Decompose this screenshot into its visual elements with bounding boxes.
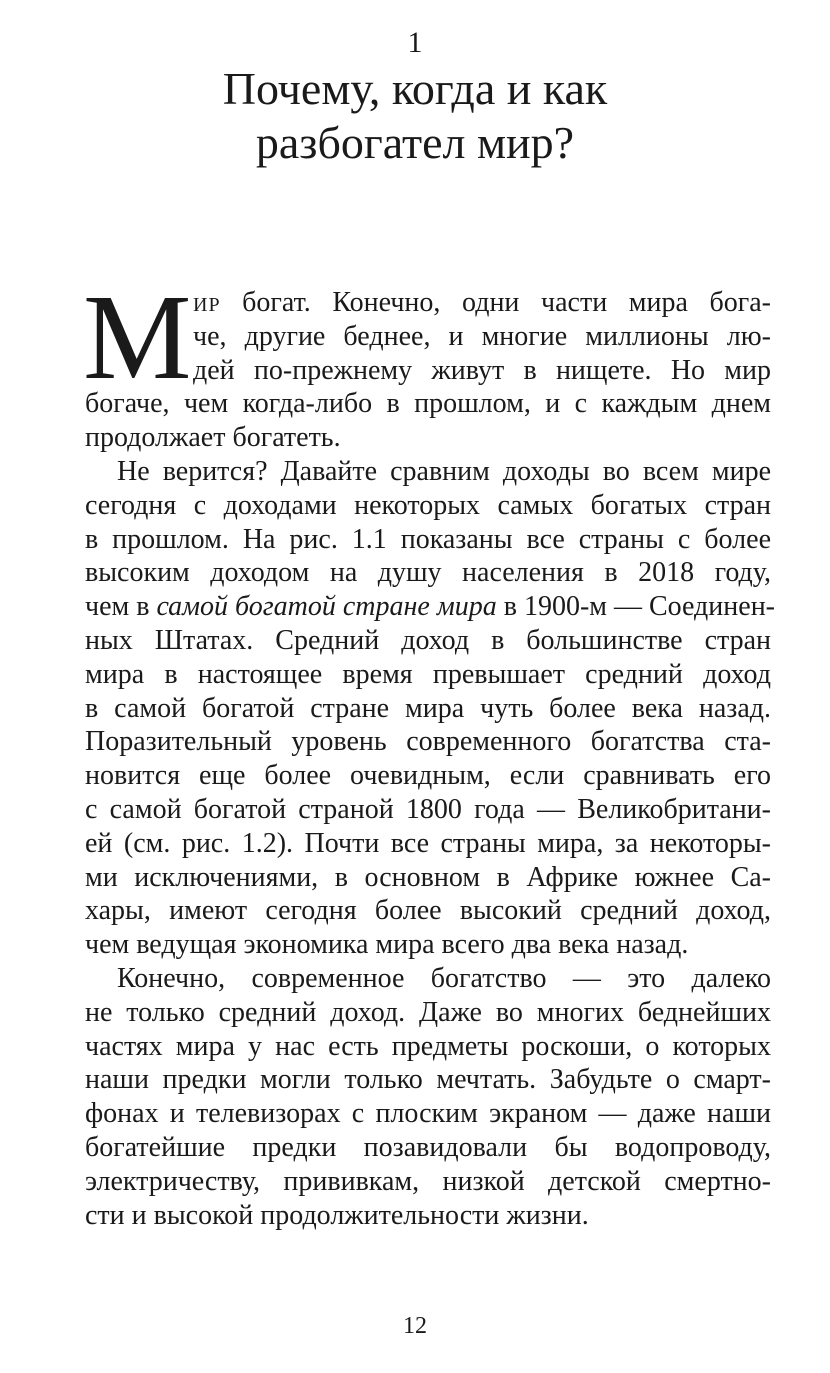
text-line: Поразительный уровень современного богатства ста-: [85, 726, 771, 758]
text-line: электричеству, прививкам, низкой детской смертно-: [85, 1165, 771, 1197]
text-line: ей (см. рис. 1.2). Почти все страны мира, за некоторы-: [85, 827, 771, 859]
text-line: дей по-прежнему живут в нищете. Но мир: [193, 354, 771, 386]
lead-small-caps: ир: [193, 287, 221, 318]
text-line: мира в настоящее время превышает средний доход: [85, 658, 771, 690]
text-line: ных Штатах. Средний доход в большинстве стран: [85, 624, 771, 656]
text-line: частях мира у нас есть предметы роскоши, о которых: [85, 1030, 771, 1062]
text-line: богаче, чем когда-либо в прошлом, и с каждым днем: [85, 388, 771, 420]
text-line: в прошлом. На рис. 1.1 показаны все страны с более: [85, 523, 771, 555]
text-line: ир богат. Конечно, одни части мира бога-: [193, 287, 771, 318]
text-line: в самой богатой стране мира чуть более века назад.: [85, 692, 771, 724]
text-line: Конечно, современное богатство — это далеко: [117, 962, 771, 994]
text-line: не только средний доход. Даже во многих беднейших: [85, 996, 771, 1028]
text-line: продолжает богатеть.: [85, 422, 341, 454]
chapter-title-line-1: Почему, когда и как: [222, 63, 608, 114]
text-line: сти и высокой продолжительности жизни.: [85, 1199, 589, 1231]
paragraph-2: [85, 455, 776, 962]
text-line: хары, имеют сегодня более высокий средний доход,: [85, 895, 771, 927]
chapter-title: [60, 62, 770, 170]
text-line: чем ведущая экономика мира всего два века назад.: [85, 929, 689, 961]
page-number: 12: [403, 1313, 427, 1339]
text-line: сегодня с доходами некоторых самых богатых стран: [85, 489, 771, 521]
paragraph-1: [83, 270, 771, 455]
text-line: фонах и телевизорах с плоским экраном — даже наши: [85, 1098, 771, 1130]
chapter-number: 1: [407, 26, 423, 59]
text-line: с самой богатой страной 1800 года — Великобритани-: [85, 793, 771, 825]
text-line: ми исключениями, в основном в Африке южнее Са-: [85, 861, 771, 893]
body-text: [83, 270, 776, 1232]
text-line: наши предки могли только мечтать. Забудьте о смарт-: [85, 1064, 771, 1096]
text-line: Не верится? Давайте сравним доходы во всем мире: [117, 455, 771, 487]
chapter-title-line-2: разбогател мир?: [255, 117, 575, 168]
text-line: богатейшие предки позавидовали бы водопроводу,: [85, 1131, 771, 1163]
text-line: че, другие беднее, и многие миллионы лю-: [193, 320, 771, 352]
paragraph-3: [85, 962, 771, 1232]
italic-phrase: самой богатой стране мира: [156, 591, 497, 623]
text-line: высоким доходом на душу населения в 2018 году,: [85, 557, 771, 589]
drop-cap: М: [83, 270, 192, 405]
text-line: чем в самой богатой стране мира в 1900-м — Соединен-: [85, 591, 776, 623]
text-line: новится еще более очевидным, если сравнивать его: [85, 760, 771, 792]
